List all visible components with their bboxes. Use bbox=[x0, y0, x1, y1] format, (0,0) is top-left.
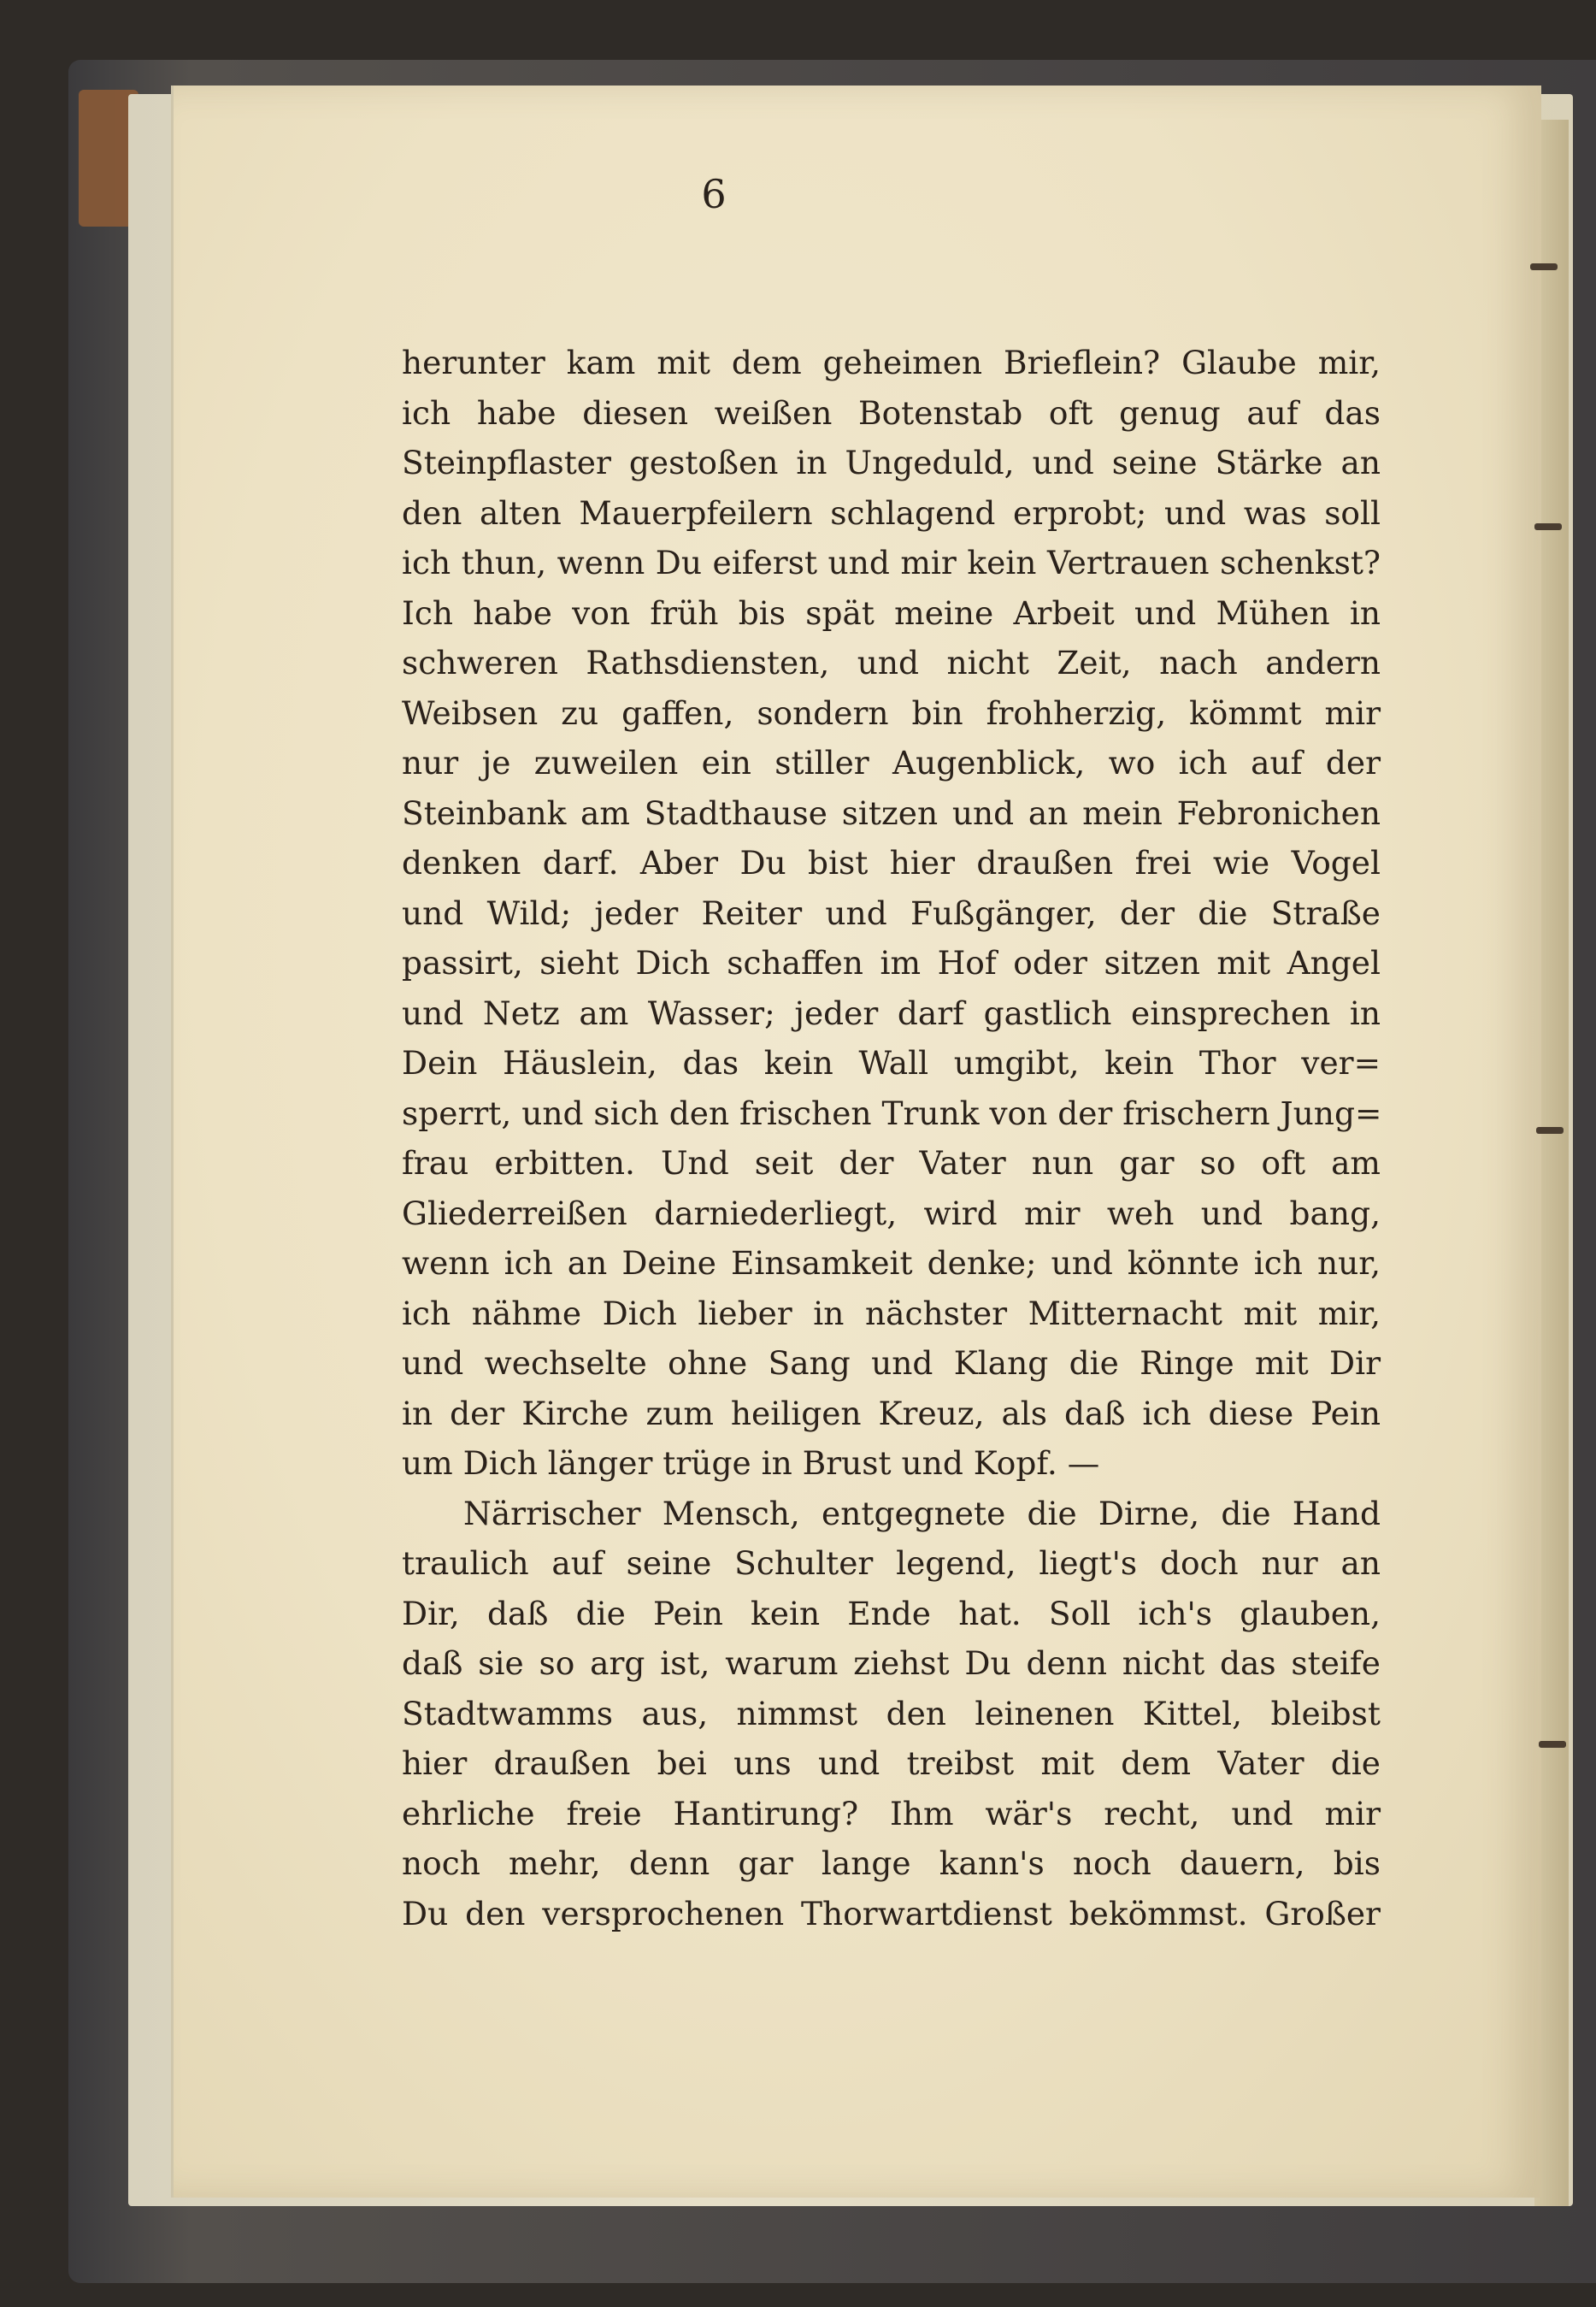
text-line: denken darf. Aber Du bist hier draußen frei wie Vogel bbox=[402, 844, 1381, 882]
text-line: ich nähme Dich lieber in nächster Mitternacht mit mir, bbox=[402, 1294, 1381, 1332]
binding-thread-mark bbox=[1534, 523, 1562, 530]
binding-thread-mark bbox=[1536, 1127, 1564, 1134]
text-line: und Wild; jeder Reiter und Fußgänger, der die Straße bbox=[402, 894, 1381, 932]
text-line: traulich auf seine Schulter legend, liegt's doch nur an bbox=[402, 1544, 1381, 1582]
text-line: Steinbank am Stadthause sitzen und an mein Febronichen bbox=[402, 794, 1381, 832]
text-line: schweren Rathsdiensten, und nicht Zeit, nach andern bbox=[402, 644, 1381, 681]
text-line: in der Kirche zum heiligen Kreuz, als daß ich diese Pein bbox=[402, 1394, 1381, 1432]
text-line: hier draußen bei uns und treibst mit dem Vater die bbox=[402, 1744, 1381, 1782]
text-line: frau erbitten. Und seit der Vater nun gar so oft am bbox=[402, 1144, 1381, 1182]
text-line: Ich habe von früh bis spät meine Arbeit und Mühen in bbox=[402, 593, 1381, 632]
text-line: den alten Mauerpfeilern schlagend erprobt; und was soll bbox=[402, 493, 1381, 532]
text-line: ich thun, wenn Du eiferst und mir kein Vertrauen schenkst? bbox=[402, 544, 1381, 581]
text-line: Du den versprochenen Thorwartdienst bekömmst. Großer bbox=[402, 1894, 1381, 1932]
text-line: daß sie so arg ist, warum ziehst Du denn nicht das steife bbox=[402, 1644, 1381, 1682]
text-line: um Dich länger trüge in Brust und Kopf. — bbox=[402, 1444, 1100, 1482]
text-line: Dein Häuslein, das kein Wall umgibt, kein Thor ver= bbox=[402, 1044, 1381, 1082]
text-line: noch mehr, denn gar lange kann's noch dauern, bis bbox=[402, 1844, 1381, 1882]
text-line: Stadtwamms aus, nimmst den leinenen Kittel, bleibst bbox=[402, 1694, 1381, 1732]
page-number: 6 bbox=[701, 171, 727, 217]
text-line: ich habe diesen weißen Botenstab oft genug auf das bbox=[402, 393, 1381, 432]
text-line: Weibsen zu gaffen, sondern bin frohherzig, kömmt mir bbox=[402, 693, 1381, 732]
text-line: Gliederreißen darniederliegt, wird mir weh und bang, bbox=[402, 1194, 1381, 1232]
text-line: Steinpflaster gestoßen in Ungeduld, und seine Stärke an bbox=[402, 444, 1381, 481]
text-line: nur je zuweilen ein stiller Augenblick, wo ich auf der bbox=[402, 744, 1381, 782]
text-line: sperrt, und sich den frischen Trunk von der frischern Jung= bbox=[402, 1094, 1382, 1132]
text-line: passirt, sieht Dich schaffen im Hof oder sitzen mit Angel bbox=[402, 944, 1381, 982]
text-line: ehrliche freie Hantirung? Ihm wär's recht, und mir bbox=[402, 1794, 1381, 1832]
text-line: Närrischer Mensch, entgegnete die Dirne, die Hand bbox=[463, 1494, 1381, 1532]
text-line: wenn ich an Deine Einsamkeit denke; und könnte ich nur, bbox=[402, 1244, 1381, 1282]
text-line: Dir, daß die Pein kein Ende hat. Soll ich's glauben, bbox=[402, 1594, 1381, 1632]
body-text bbox=[402, 338, 1381, 1938]
binding-thread-mark bbox=[1530, 263, 1558, 270]
text-line: und wechselte ohne Sang und Klang die Ringe mit Dir bbox=[402, 1344, 1381, 1382]
text-line: und Netz am Wasser; jeder darf gastlich einsprechen in bbox=[402, 994, 1381, 1032]
binding-thread-mark bbox=[1539, 1741, 1566, 1748]
text-line: herunter kam mit dem geheimen Brieflein? Glaube mir, bbox=[402, 344, 1381, 381]
